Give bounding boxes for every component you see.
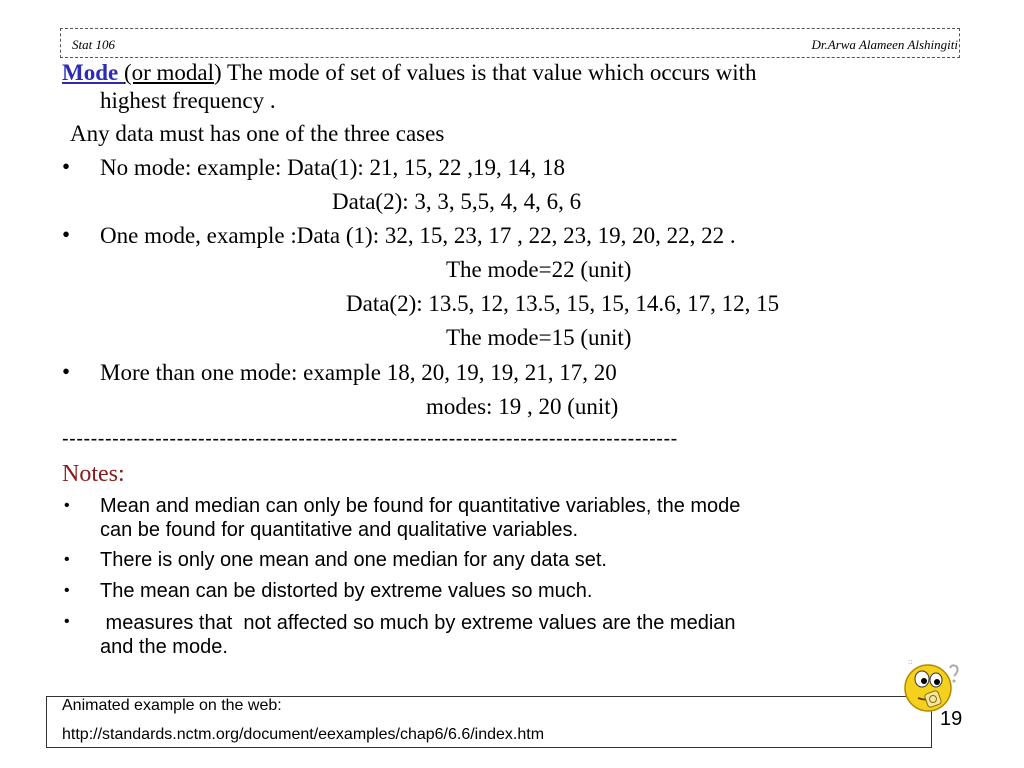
note-2-line-1: There is only one mean and one median for any data set. <box>100 549 607 571</box>
mode-term: Mode <box>62 60 124 85</box>
definition-line-2: highest frequency . <box>100 88 276 113</box>
multi-mode-result: modes: 19 , 20 (unit) <box>426 394 619 419</box>
web-example-link[interactable]: http://standards.nctm.org/document/eexamples/chap6/6.6/index.htm <box>62 726 545 743</box>
header-author: Dr.Arwa Alameen Alshingiti <box>811 37 958 52</box>
definition-line-1 <box>62 60 757 86</box>
note-bullet-3: • <box>64 582 70 599</box>
note-1-line-1: Mean and median can only be found for quantitative variables, the mode <box>100 495 741 517</box>
modal-term: (or modal <box>123 60 215 85</box>
header-course: Stat 106 <box>72 37 115 52</box>
intro-text: Any data must has one of the three cases <box>70 121 445 146</box>
note-bullet-1: • <box>64 497 70 514</box>
no-mode-line-1: No mode: example: Data(1): 21, 15, 22 ,19, 14, 18 <box>100 155 566 180</box>
multi-mode-line-1: More than one mode: example 18, 20, 19, 19, 21, 17, 20 <box>100 360 617 385</box>
smiley-thinking-icon <box>898 656 968 716</box>
one-mode-line-1: One mode, example :Data (1): 32, 15, 23, 17 , 22, 23, 19, 20, 22, 22 . <box>100 223 736 248</box>
note-4-line-2: and the mode. <box>100 636 228 658</box>
notes-colon: : <box>118 461 125 487</box>
bullet-multi-mode: • <box>62 359 71 384</box>
note-3-line-1: The mean can be distorted by extreme values so much. <box>100 580 593 602</box>
svg-text:::: :: <box>908 657 913 666</box>
notes-title <box>62 461 125 488</box>
page-number: 19 <box>940 708 963 730</box>
no-mode-line-2: Data(2): 3, 3, 5,5, 4, 4, 6, 6 <box>332 189 582 214</box>
web-example-title: Animated example on the web: <box>62 697 282 714</box>
note-bullet-4: • <box>64 613 70 630</box>
bullet-one-mode: • <box>62 222 71 247</box>
note-bullet-2: • <box>64 551 70 568</box>
one-mode-result-2: The mode=15 (unit) <box>446 325 632 350</box>
one-mode-line-2: Data(2): 13.5, 12, 13.5, 15, 15, 14.6, 17, 12, 15 <box>346 291 780 316</box>
notes-title-text: Notes <box>62 461 118 487</box>
dashed-divider: -------------------------------------------------------------------------------------- <box>62 428 678 450</box>
definition-text: ) The mode of set of values is that value which occurs with <box>214 60 757 85</box>
note-1-line-2: can be found for quantitative and qualitative variables. <box>100 519 579 541</box>
bullet-no-mode: • <box>62 154 71 179</box>
note-4-line-1: measures that not affected so much by extreme values are the median <box>100 612 736 634</box>
one-mode-result-1: The mode=22 (unit) <box>446 257 632 282</box>
